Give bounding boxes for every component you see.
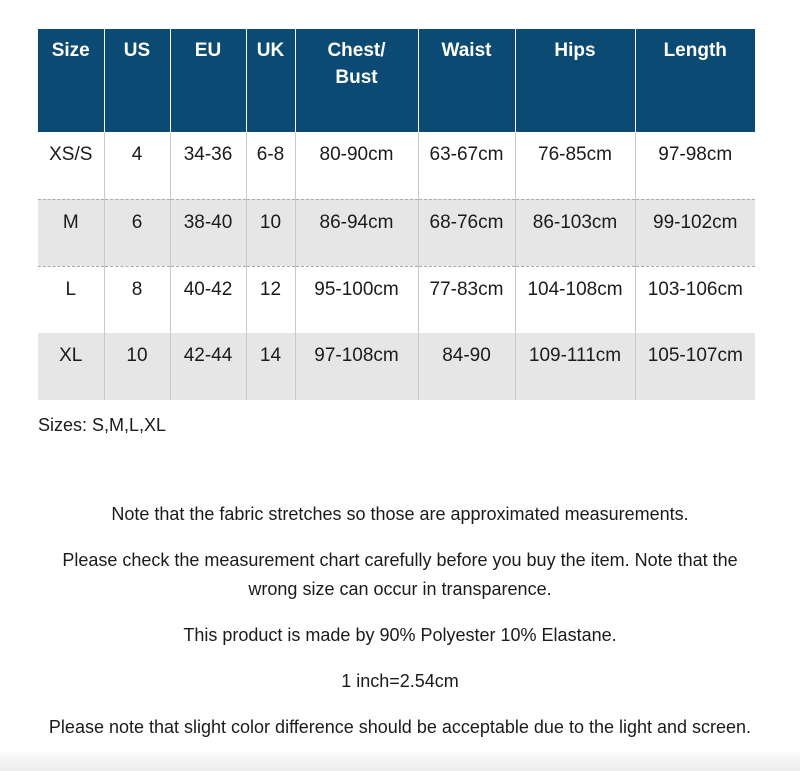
cell-length: 105-107cm — [635, 333, 755, 400]
cell-eu: 38-40 — [170, 199, 246, 266]
cell-us: 4 — [104, 132, 170, 199]
cell-chest-bust: 95-100cm — [295, 266, 418, 333]
cell-hips: 86-103cm — [515, 199, 635, 266]
cell-chest-bust: 97-108cm — [295, 333, 418, 400]
cell-size: XS/S — [49, 144, 93, 165]
cell-chest-bust: 86-94cm — [295, 199, 418, 266]
header-waist: Waist — [418, 29, 515, 132]
cell-us: 6 — [104, 199, 170, 266]
cell-hips: 104-108cm — [515, 266, 635, 333]
size-chart-table — [38, 29, 755, 400]
note-inch-conversion: 1 inch=2.54cm — [341, 671, 459, 691]
cell-waist: 63-67cm — [418, 132, 515, 199]
header-eu: EU — [170, 29, 246, 132]
cell-us: 10 — [104, 333, 170, 400]
cell-waist: 77-83cm — [418, 266, 515, 333]
cell-eu: 34-36 — [170, 132, 246, 199]
cell-size: M — [38, 199, 104, 266]
table-header-row — [38, 29, 755, 132]
header-us: US — [104, 29, 170, 132]
cell-uk: 6-8 — [246, 132, 295, 199]
header-uk: UK — [246, 29, 295, 132]
cell-waist: 84-90 — [418, 333, 515, 400]
note-fabric-stretch: Note that the fabric stretches so those are approximated measurements. — [111, 504, 689, 524]
header-hips: Hips — [515, 29, 635, 132]
note-color-difference: Please note that slight color difference should be acceptable due to the light and screen. — [48, 717, 752, 737]
table-row — [38, 132, 755, 199]
cell-uk: 12 — [246, 266, 295, 333]
available-sizes-text: Sizes: S,M,L,XL — [38, 415, 167, 435]
cell-eu: 40-42 — [170, 266, 246, 333]
cell-length: 99-102cm — [635, 199, 755, 266]
cell-hips: 109-111cm — [515, 333, 635, 400]
bottom-fade — [0, 749, 800, 771]
header-chest-bust: Chest/ Bust — [295, 29, 418, 132]
cell-size: L — [38, 266, 104, 333]
table-row — [38, 333, 755, 400]
table-row — [38, 199, 755, 266]
header-length: Length — [635, 29, 755, 132]
cell-length: 103-106cm — [635, 266, 755, 333]
cell-hips: 76-85cm — [515, 132, 635, 199]
cell-waist: 68-76cm — [418, 199, 515, 266]
cell-uk: 14 — [246, 333, 295, 400]
note-check-chart: Please check the measurement chart carefully before you buy the item. Note that the wrong size can occur in transparence. — [62, 550, 738, 599]
cell-eu: 42-44 — [170, 333, 246, 400]
cell-length: 97-98cm — [635, 132, 755, 199]
table-row — [38, 266, 755, 333]
note-material: This product is made by 90% Polyester 10% Elastane. — [183, 625, 617, 645]
cell-chest-bust: 80-90cm — [295, 132, 418, 199]
cell-uk: 10 — [246, 199, 295, 266]
cell-us: 8 — [104, 266, 170, 333]
product-notes — [40, 500, 760, 759]
cell-size: XL — [38, 333, 104, 400]
header-size: Size — [38, 29, 104, 132]
